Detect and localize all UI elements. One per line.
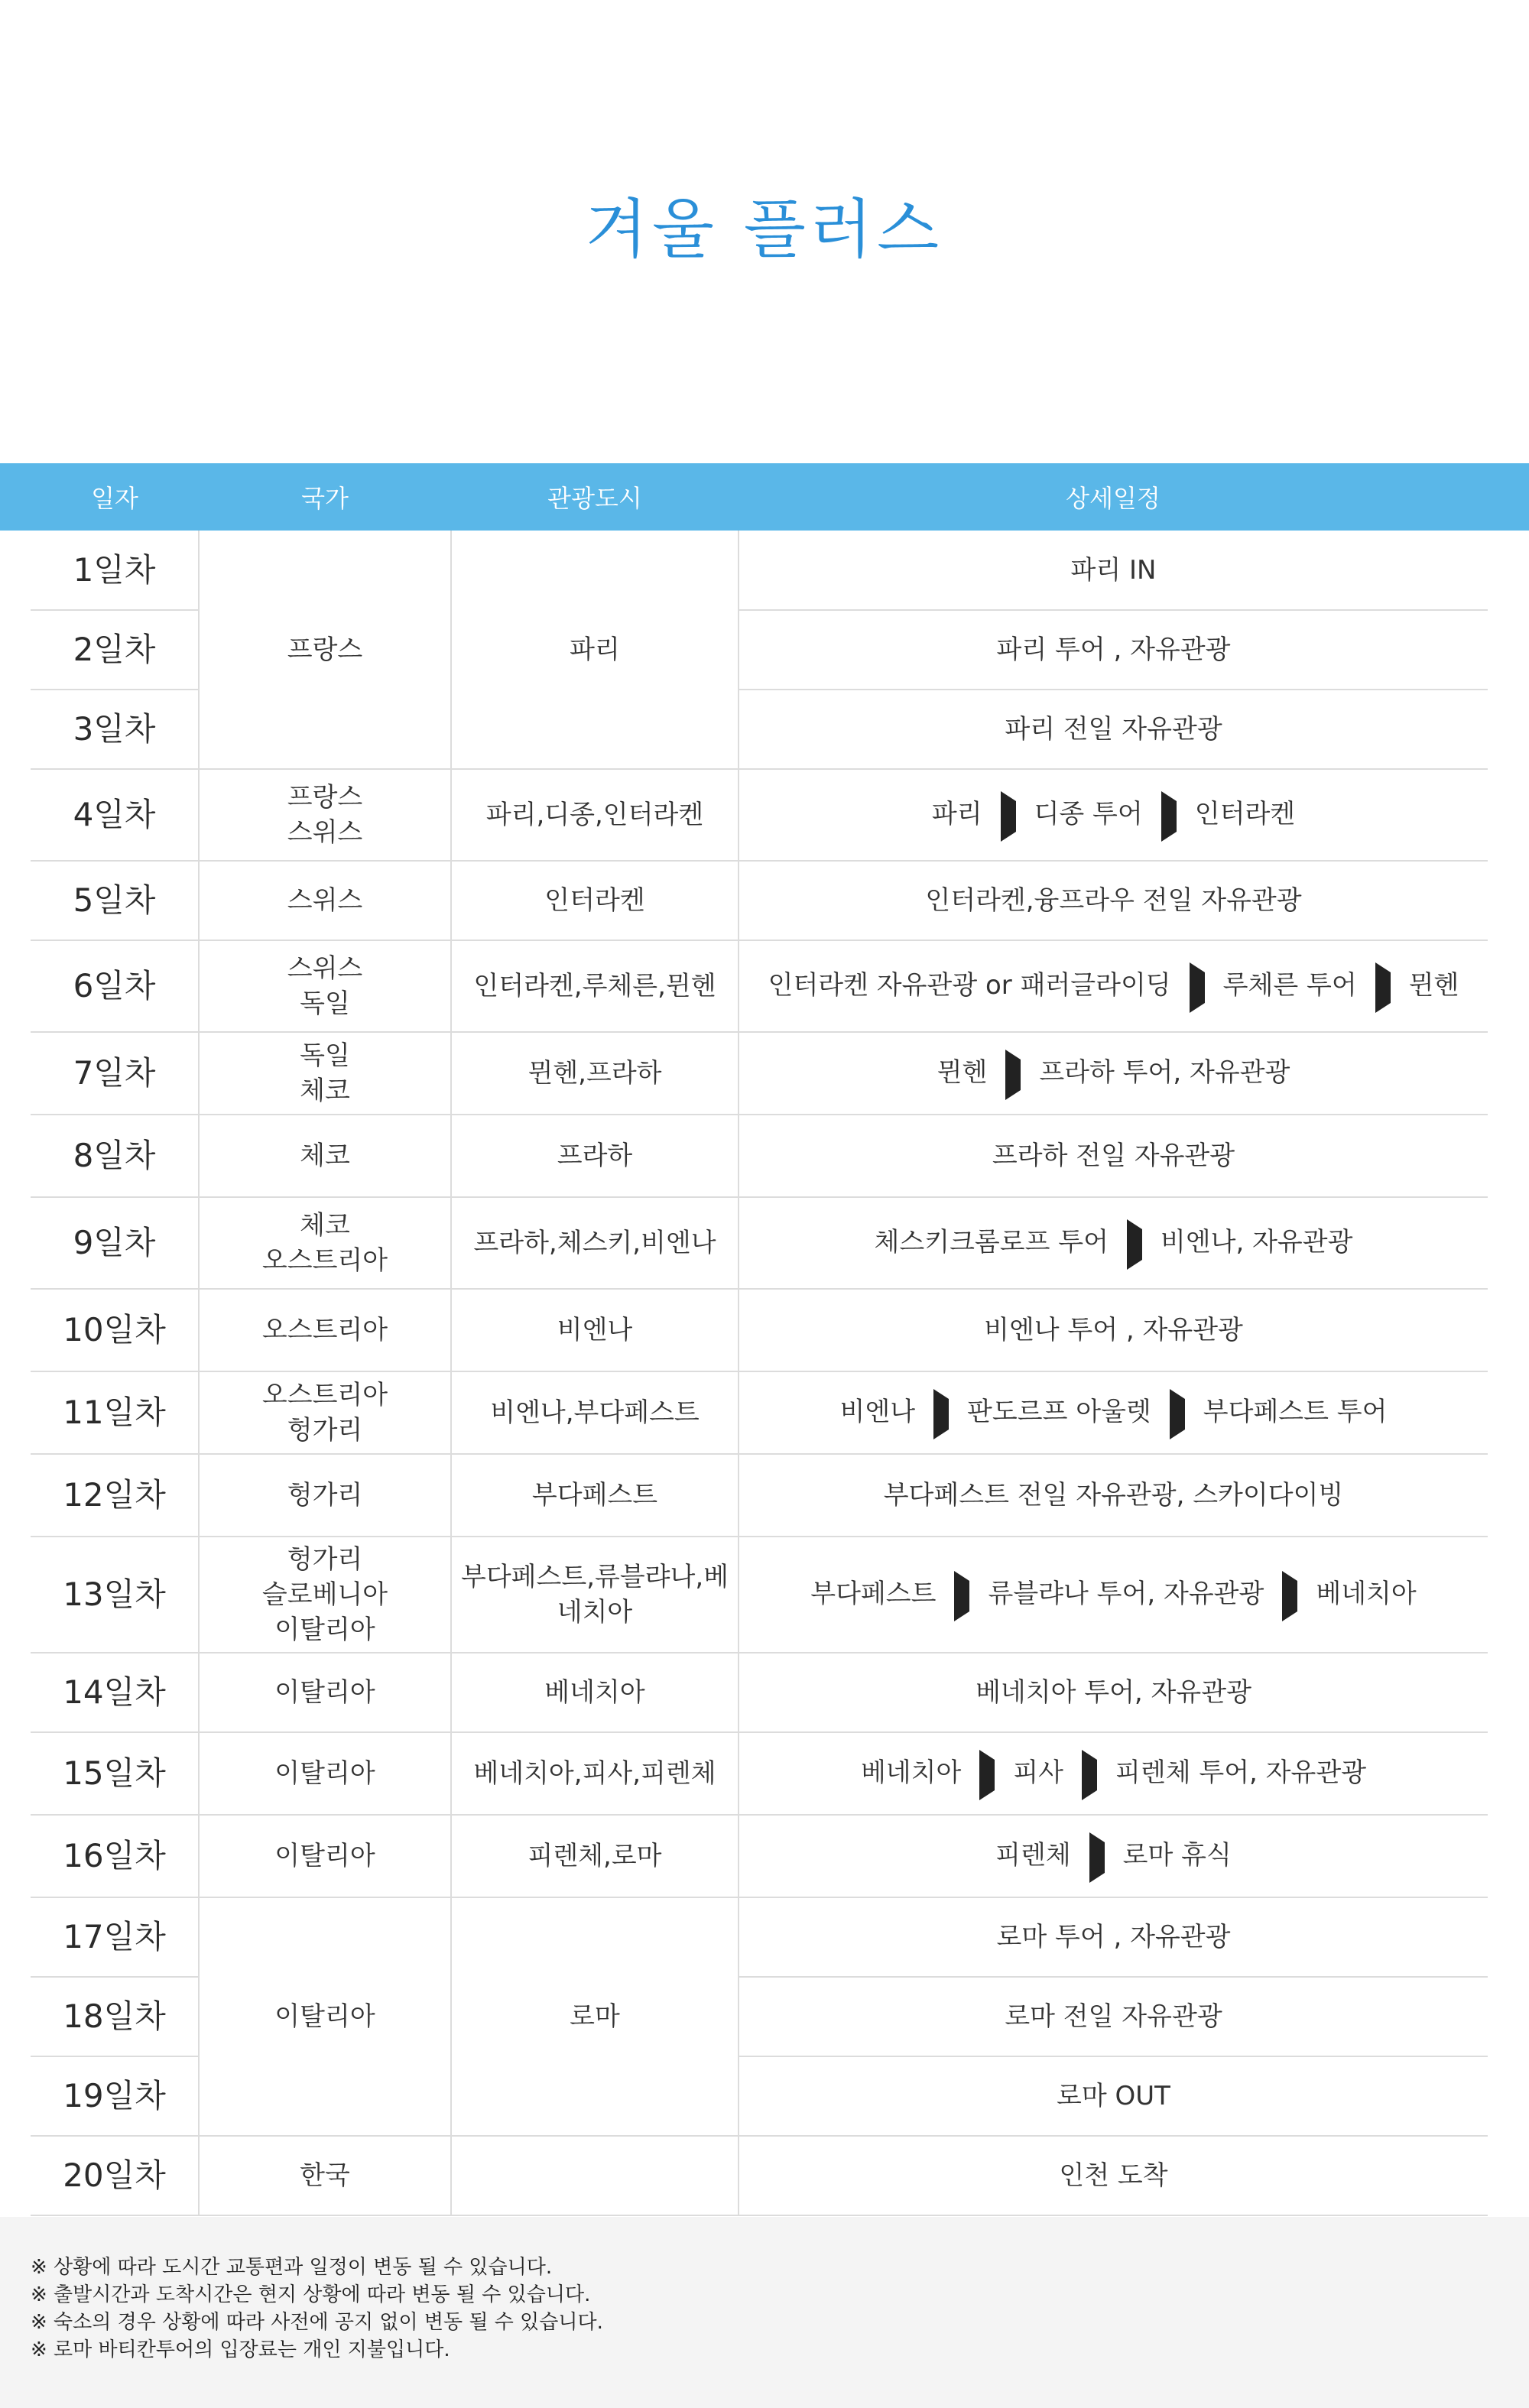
arrow-right-icon: [1375, 962, 1391, 1013]
day-cell: 8일차: [31, 1115, 199, 1197]
arrow-right-icon: [1282, 1571, 1297, 1621]
country-name: 프랑스: [287, 782, 363, 813]
day-cell: 4일차: [31, 769, 199, 861]
city-name: 파리,디종,인터라켄: [485, 800, 704, 830]
arrow-right-icon: [1170, 1389, 1185, 1439]
row-spacer-right: [1488, 1032, 1529, 1115]
row-spacer-right: [1488, 1653, 1529, 1732]
table-row: [0, 1197, 1529, 1289]
country-cell: [199, 1371, 451, 1454]
page-title: 겨울 플러스: [585, 192, 944, 267]
country-cell: [199, 1115, 451, 1197]
detail-cell: [739, 1032, 1488, 1115]
table-row: [0, 1454, 1529, 1537]
detail-segment: 비엔나 투어 , 자유관광: [984, 1315, 1243, 1345]
country-cell: [199, 940, 451, 1032]
arrow-right-icon: [1082, 1750, 1097, 1800]
detail-cell: [739, 1115, 1488, 1197]
detail-segment: 부다페스트 투어: [1203, 1396, 1388, 1427]
detail-cell: [739, 1454, 1488, 1537]
row-spacer-right: [1488, 1815, 1529, 1897]
detail-segment: 판도르프 아울렛: [967, 1396, 1151, 1427]
arrow-right-icon: [1089, 1832, 1105, 1883]
table-row: [0, 1653, 1529, 1732]
detail-cell: [739, 610, 1488, 690]
row-spacer-left: [0, 1115, 31, 1197]
detail-cell: [739, 861, 1488, 940]
city-cell: [451, 1289, 739, 1371]
country-cell: [199, 1032, 451, 1115]
arrow-right-icon: [1161, 791, 1177, 842]
detail-cell: [739, 1537, 1488, 1653]
note-item: ※ 상황에 따라 도시간 교통편과 일정이 변동 될 수 있습니다.: [31, 2256, 553, 2279]
day-cell: 12일차: [31, 1454, 199, 1537]
row-spacer-left: [0, 1032, 31, 1115]
row-spacer-right: [1488, 1289, 1529, 1371]
country-name: 이탈리아: [274, 1615, 375, 1645]
country-cell: [199, 1289, 451, 1371]
arrow-right-icon: [1001, 791, 1016, 842]
country-name: 오스트리아: [261, 1315, 388, 1345]
day-cell: 18일차: [31, 1977, 199, 2056]
country-cell: [199, 2136, 451, 2215]
day-cell: 15일차: [31, 1732, 199, 1815]
detail-segment: 피렌체 투어, 자유관광: [1115, 1757, 1367, 1788]
row-spacer-left: [0, 531, 31, 610]
notes-box: [0, 2217, 1529, 2408]
detail-cell: [739, 531, 1488, 610]
arrow-right-icon: [954, 1571, 969, 1621]
note-item: ※ 숙소의 경우 상황에 따라 사전에 공지 없이 변동 될 수 있습니다.: [31, 2311, 603, 2334]
country-name: 오스트리아: [261, 1245, 388, 1276]
country-name: 헝가리: [287, 1544, 363, 1575]
detail-segment: 인터라켄,융프라우 전일 자유관광: [925, 885, 1302, 916]
notes-list: [0, 2217, 1529, 2364]
row-spacer-left: [0, 1537, 31, 1653]
city-cell: [451, 1454, 739, 1537]
row-spacer-right: [1488, 940, 1529, 1032]
detail-cell: [739, 1653, 1488, 1732]
country-name: 헝가리: [287, 1480, 363, 1511]
country-name: 독일: [300, 1040, 350, 1071]
city-name: 인터라켄,루체른,뮌헨: [473, 971, 716, 1001]
detail-segment: 베네치아: [860, 1757, 962, 1788]
note-item: ※ 출발시간과 도착시간은 현지 상황에 따라 변동 될 수 있습니다.: [31, 2283, 591, 2306]
country-cell: [199, 1815, 451, 1897]
day-cell: 20일차: [31, 2136, 199, 2215]
row-spacer-right: [1488, 769, 1529, 861]
row-spacer-left: [0, 690, 31, 769]
row-spacer-left: [0, 861, 31, 940]
header-spacer-left: [0, 463, 31, 531]
day-cell: 7일차: [31, 1032, 199, 1115]
header-country: 국가: [199, 463, 451, 531]
detail-cell: [739, 1197, 1488, 1289]
row-spacer-left: [0, 2136, 31, 2215]
row-spacer-right: [1488, 1371, 1529, 1454]
row-spacer-left: [0, 1653, 31, 1732]
detail-segment: 로마 휴식: [1122, 1839, 1232, 1871]
detail-segment: 디종 투어: [1034, 798, 1143, 829]
detail-segment: 파리 투어 , 자유관광: [996, 634, 1231, 665]
arrow-right-icon: [1190, 962, 1205, 1013]
row-spacer-left: [0, 1977, 31, 2056]
detail-segment: 피렌체: [995, 1839, 1071, 1871]
row-spacer-left: [0, 1454, 31, 1537]
row-spacer-right: [1488, 2136, 1529, 2215]
table-header-row: [0, 463, 1529, 531]
detail-segment: 체스키크롬로프 투어: [874, 1226, 1109, 1258]
table-row: [0, 940, 1529, 1032]
row-spacer-right: [1488, 861, 1529, 940]
detail-cell: [739, 1371, 1488, 1454]
city-cell: [451, 861, 739, 940]
country-cell: [199, 769, 451, 861]
detail-segment: 로마 투어 , 자유관광: [996, 1922, 1231, 1952]
table-row: [0, 861, 1529, 940]
table-row: [0, 2136, 1529, 2215]
row-spacer-right: [1488, 1732, 1529, 1815]
table-row: [0, 1115, 1529, 1197]
detail-segment: 부다페스트 전일 자유관광, 스카이다이빙: [883, 1480, 1344, 1511]
table-row: [0, 769, 1529, 861]
table-row: [0, 1897, 1529, 1977]
row-spacer-left: [0, 1371, 31, 1454]
detail-segment: 프라하 전일 자유관광: [992, 1141, 1235, 1171]
row-spacer-right: [1488, 690, 1529, 769]
itinerary-table: [0, 463, 1529, 2216]
country-name: 프랑스: [287, 634, 363, 665]
row-spacer-right: [1488, 1537, 1529, 1653]
day-cell: 3일차: [31, 690, 199, 769]
row-spacer-right: [1488, 1454, 1529, 1537]
detail-segment: 파리: [931, 798, 982, 829]
country-name: 오스트리아: [261, 1380, 388, 1410]
country-name: 슬로베니아: [261, 1579, 388, 1610]
city-cell: [451, 1897, 739, 2136]
detail-segment: 루체른 투어: [1222, 969, 1357, 1001]
detail-segment: 베네치아: [1316, 1578, 1417, 1609]
itinerary-body: [0, 531, 1529, 2215]
table-row: [0, 1371, 1529, 1454]
country-name: 이탈리아: [274, 1677, 375, 1708]
row-spacer-left: [0, 1197, 31, 1289]
detail-cell: [739, 1977, 1488, 2056]
city-cell: [451, 2136, 739, 2215]
day-cell: 2일차: [31, 610, 199, 690]
country-cell: [199, 1454, 451, 1537]
row-spacer-right: [1488, 1977, 1529, 2056]
detail-segment: 파리 IN: [1070, 554, 1157, 586]
city-cell: [451, 1537, 739, 1653]
detail-cell: [739, 2056, 1488, 2136]
detail-segment: 뮌헨: [1408, 969, 1459, 1001]
city-name: 부다페스트: [531, 1480, 658, 1511]
detail-segment: 프라하 투어, 자유관광: [1039, 1056, 1290, 1088]
note-item: ※ 로마 바티칸투어의 입장료는 개인 지불입니다.: [31, 2338, 450, 2361]
day-cell: 9일차: [31, 1197, 199, 1289]
country-name: 체코: [300, 1076, 350, 1106]
detail-cell: [739, 1897, 1488, 1977]
detail-cell: [739, 769, 1488, 861]
city-cell: [451, 769, 739, 861]
detail-segment: 베네치아 투어, 자유관광: [976, 1677, 1251, 1708]
city-name: 뮌헨,프라하: [528, 1058, 662, 1089]
detail-segment: 로마 전일 자유관광: [1005, 2001, 1222, 2032]
country-cell: [199, 1537, 451, 1653]
country-cell: [199, 861, 451, 940]
country-name: 이탈리아: [274, 2001, 375, 2032]
day-cell: 11일차: [31, 1371, 199, 1454]
country-cell: [199, 1653, 451, 1732]
city-name: 비엔나: [557, 1315, 633, 1345]
country-cell: [199, 1897, 451, 2136]
country-name: 한국: [300, 2160, 350, 2191]
table-row: [0, 1815, 1529, 1897]
country-name: 이탈리아: [274, 1841, 375, 1871]
row-spacer-left: [0, 1897, 31, 1977]
row-spacer-right: [1488, 610, 1529, 690]
header-day: 일자: [31, 463, 199, 531]
row-spacer-right: [1488, 531, 1529, 610]
row-spacer-left: [0, 940, 31, 1032]
detail-segment: 부다페스트: [810, 1578, 937, 1609]
header-spacer-right: [1488, 463, 1529, 531]
day-cell: 16일차: [31, 1815, 199, 1897]
day-cell: 5일차: [31, 861, 199, 940]
detail-cell: [739, 690, 1488, 769]
city-name: 프라하: [557, 1141, 633, 1171]
city-name: 피렌체,로마: [528, 1841, 662, 1871]
day-cell: 14일차: [31, 1653, 199, 1732]
table-row: [0, 1537, 1529, 1653]
detail-segment: 파리 전일 자유관광: [1005, 714, 1222, 745]
row-spacer-right: [1488, 1115, 1529, 1197]
city-name: 비엔나,부다페스트: [490, 1397, 700, 1428]
country-cell: [199, 1732, 451, 1815]
city-name: 베네치아,피사,피렌체: [473, 1758, 716, 1789]
city-name: 인터라켄: [544, 885, 645, 916]
table-row: [0, 531, 1529, 610]
country-name: 스위스: [287, 817, 363, 848]
detail-cell: [739, 1289, 1488, 1371]
day-cell: 1일차: [31, 531, 199, 610]
detail-segment: 뮌헨: [937, 1056, 988, 1088]
detail-segment: 인터라켄 자유관광 or 패러글라이딩: [768, 969, 1171, 1001]
city-cell: [451, 1653, 739, 1732]
arrow-right-icon: [1005, 1050, 1021, 1100]
header-detail: 상세일정: [739, 463, 1488, 531]
city-cell: [451, 1115, 739, 1197]
table-row: [0, 1032, 1529, 1115]
row-spacer-right: [1488, 1897, 1529, 1977]
row-spacer-right: [1488, 1197, 1529, 1289]
arrow-right-icon: [979, 1750, 995, 1800]
country-name: 스위스: [287, 953, 363, 984]
arrow-right-icon: [1127, 1219, 1142, 1270]
row-spacer-left: [0, 1289, 31, 1371]
table-row: [0, 1732, 1529, 1815]
country-name: 체코: [300, 1141, 350, 1171]
city-name: 로마: [570, 2001, 620, 2032]
detail-segment: 인천 도착: [1059, 2160, 1168, 2191]
day-cell: 10일차: [31, 1289, 199, 1371]
row-spacer-left: [0, 1815, 31, 1897]
country-name: 이탈리아: [274, 1758, 375, 1789]
city-name: 부다페스트,류블랴나,베네치아: [460, 1562, 729, 1628]
detail-cell: [739, 1732, 1488, 1815]
country-name: 스위스: [287, 885, 363, 916]
detail-segment: 로마 OUT: [1057, 2081, 1170, 2111]
country-name: 체코: [300, 1210, 350, 1241]
table-row: [0, 1289, 1529, 1371]
day-cell: 19일차: [31, 2056, 199, 2136]
city-cell: [451, 1815, 739, 1897]
header-city: 관광도시: [451, 463, 739, 531]
detail-segment: 류블랴나 투어, 자유관광: [988, 1578, 1264, 1609]
country-cell: [199, 1197, 451, 1289]
detail-segment: 인터라켄: [1194, 798, 1296, 829]
row-spacer-left: [0, 1732, 31, 1815]
city-cell: [451, 1732, 739, 1815]
city-name: 파리: [570, 634, 620, 665]
detail-cell: [739, 1815, 1488, 1897]
detail-segment: 비엔나: [839, 1396, 916, 1427]
detail-segment: 피사: [1013, 1757, 1064, 1788]
city-cell: [451, 1032, 739, 1115]
country-name: 독일: [300, 988, 350, 1019]
row-spacer-left: [0, 610, 31, 690]
row-spacer-left: [0, 769, 31, 861]
row-spacer-left: [0, 2056, 31, 2136]
detail-segment: 비엔나, 자유관광: [1160, 1226, 1353, 1258]
country-name: 헝가리: [287, 1415, 363, 1446]
detail-cell: [739, 940, 1488, 1032]
day-cell: 13일차: [31, 1537, 199, 1653]
country-cell: [199, 531, 451, 769]
city-cell: [451, 940, 739, 1032]
row-spacer-right: [1488, 2056, 1529, 2136]
city-name: 프라하,체스키,비엔나: [473, 1228, 716, 1258]
day-cell: 17일차: [31, 1897, 199, 1977]
city-cell: [451, 1197, 739, 1289]
city-cell: [451, 531, 739, 769]
day-cell: 6일차: [31, 940, 199, 1032]
detail-cell: [739, 2136, 1488, 2215]
city-name: 베네치아: [544, 1677, 645, 1708]
arrow-right-icon: [933, 1389, 949, 1439]
city-cell: [451, 1371, 739, 1454]
